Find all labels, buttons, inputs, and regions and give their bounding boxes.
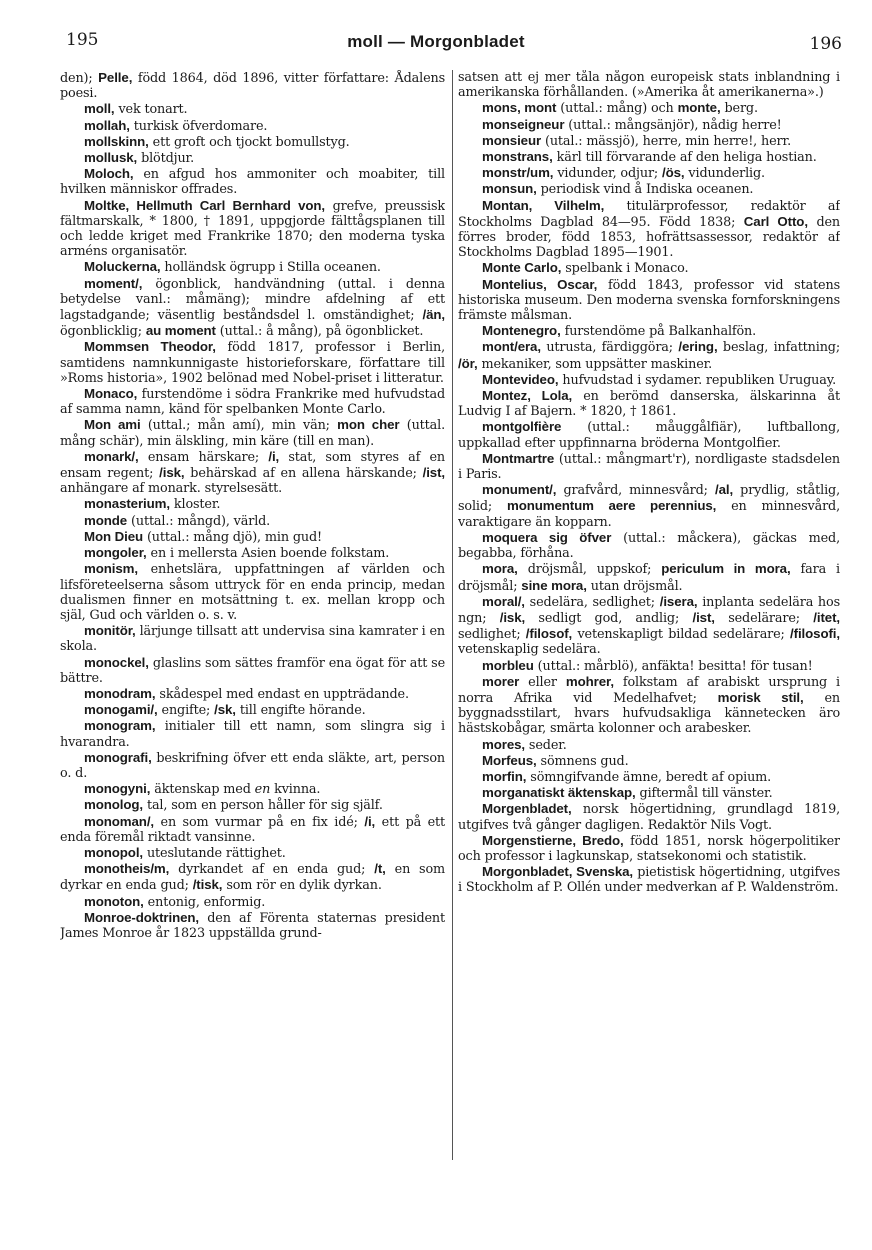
- dictionary-entry: mongoler, en i mellersta Asien boende folkstam.: [84, 545, 390, 562]
- dictionary-entry: Montenegro, furstendöme på Balkanhalfön.: [482, 323, 757, 340]
- running-head: moll — Morgonbladet: [347, 32, 525, 51]
- column-divider: [452, 70, 453, 1160]
- dictionary-entry: moll, vek tonart.: [84, 101, 188, 118]
- dictionary-entry: Montan, Vilhelm, titulärprofessor, redaktör af Stockholms Dagblad 84—95. Född 1838; Carl Otto, den förres broder, född 1853, hofrättsassessor, redaktör af Stockholms Dagblad 1895—1901.: [458, 197, 840, 261]
- page-number-right: 196: [809, 34, 842, 54]
- dictionary-entry: montgolfière (uttal.: måuggålfiär), luftballong, uppkallad efter uppfinnarna bröderna Montgolfier.: [458, 419, 840, 451]
- dictionary-entry: mollusk, blötdjur.: [84, 150, 195, 167]
- dictionary-entry: Mon ami (uttal.; mån amí), min vän; mon cher (uttal. mång schär), min älskling, min käre (till en man).: [60, 417, 445, 449]
- dictionary-entry: Moluckerna, holländsk ögrupp i Stilla oceanen.: [84, 259, 381, 276]
- dictionary-entry: morganatiskt äktenskap, giftermål till vänster.: [482, 785, 773, 802]
- dictionary-entry: morfin, sömngifvande ämne, beredt af opium.: [482, 768, 772, 785]
- dictionary-entry: Morgenbladet, norsk högertidning, grundlagd 1819, utgifves två gånger dagligen. Redaktör Nils Vogt.: [458, 801, 840, 833]
- dictionary-entry: den); Pelle, född 1864, död 1896, vitter författare: Ådalens poesi.: [60, 70, 445, 102]
- dictionary-entry: monogyni, äktenskap med en kvinna.: [84, 781, 321, 798]
- dictionary-entry: monstr/um, vidunder, odjur; /ös, vidunderlig.: [482, 165, 765, 182]
- dictionary-entry: monopol, uteslutande rättighet.: [84, 844, 286, 861]
- dictionary-entry: monseigneur (uttal.: mångsänjör), nådig herre!: [482, 116, 782, 133]
- dictionary-entry: monism, enhetslära, uppfattningen af världen och lifsföreteelserna såsom uttryck för en enda princip, medan dualismen finner en motsättning t. ex. mellan kropp och själ, Gud och världen o. s. v.: [60, 561, 445, 623]
- dictionary-entry: Monroe-doktrinen, den af Förenta staternas president James Monroe år 1823 uppställda grund-: [60, 909, 445, 941]
- dictionary-entry: Morgonbladet, Svenska, pietistisk högertidning, utgifves i Stockholm af P. Ollén under medverkan af P. Waldenström.: [458, 864, 840, 896]
- dictionary-entry: monockel, glaslins som sättes framför ena ögat för att se bättre.: [60, 654, 445, 686]
- dictionary-entry: Morgenstierne, Bredo, född 1851, norsk högerpolitiker och professor i lagkunskap, statsekonomi och statistik.: [458, 832, 840, 864]
- dictionary-entry: satsen att ej mer tåla någon europeisk stats inblandning i amerikanska förhållanden. (»Amerika åt amerikanerna».): [458, 70, 840, 101]
- dictionary-entry: monografi, beskrifning öfver ett enda släkte, art, person o. d.: [60, 749, 445, 781]
- dictionary-entry: monstrans, kärl till förvarande af den heliga hostian.: [482, 149, 817, 166]
- dictionary-entry: monoton, entonig, enformig.: [84, 893, 266, 910]
- dictionary-entry: monument/, grafvård, minnesvård; /al, prydlig, ståtlig, solid; monumentum aere perennius, en minnesvård, varaktigare än kopparn.: [458, 482, 840, 530]
- dictionary-entry: monodram, skådespel med endast en uppträdande.: [84, 685, 409, 702]
- dictionary-entry: mora, dröjsmål, uppskof; periculum in mora, fara i dröjsmål; sine mora, utan dröjsmål.: [458, 561, 840, 594]
- dictionary-entry: monsun, periodisk vind å Indiska oceanen.: [482, 181, 754, 198]
- left-column: [60, 70, 445, 1190]
- dictionary-entry: Morfeus, sömnens gud.: [482, 752, 629, 769]
- dictionary-entry: Montelius, Oscar, född 1843, professor vid statens historiska museum. Den moderna svenska fornforskningens främste målsman.: [458, 276, 840, 324]
- dictionary-entry: monde (uttal.: mångd), värld.: [84, 512, 271, 529]
- dictionary-entry: monark/, ensam härskare; /i, stat, som styres af en ensam regent; /isk, behärskad af en allena härskande; /ist, anhängare af monark. styrelsesätt.: [60, 448, 445, 497]
- dictionary-entry: mont/era, utrusta, färdiggöra; /ering, beslag, infattning; /ör, mekaniker, som uppsätter maskiner.: [458, 339, 840, 372]
- dictionary-entry: monoman/, en som vurmar på en fix idé; /i, ett på ett enda föremål riktadt vansinne.: [60, 813, 445, 845]
- dictionary-entry: Moloch, en afgud hos ammoniter och moabiter, till hvilken människor offrades.: [60, 166, 445, 198]
- dictionary-entry: mores, seder.: [482, 736, 567, 753]
- dictionary-entry: mollskinn, ett groft och tjockt bomullstyg.: [84, 133, 350, 150]
- dictionary-entry: monsieur (utal.: mässjö), herre, min herre!, herr.: [482, 132, 791, 149]
- dictionary-entry: monitör, lärjunge tillsatt att undervisa sina kamrater i en skola.: [60, 623, 445, 655]
- dictionary-entry: moquera sig öfver (uttal.: måckera), gäckas med, begabba, förhåna.: [458, 529, 840, 562]
- dictionary-entry: Mommsen Theodor, född 1817, professor i Berlin, samtidens namnkunnigaste historieforskare, författare till »Roms historia», 1902 belönad med Nobel-priset i litteratur.: [60, 339, 445, 386]
- dictionary-entry: Montmartre (uttal.: mångmart'r), nordligaste stadsdelen i Paris.: [458, 450, 840, 483]
- dictionary-entry: Mon Dieu (uttal.: mång djö), min gud!: [84, 528, 322, 545]
- dictionary-entry: monotheis/m, dyrkandet af en enda gud; /t, en som dyrkar en enda gud; /tisk, som rör en dylik dyrkan.: [60, 861, 445, 894]
- dictionary-entry: morbleu (uttal.: mårblö), anfäkta! besitta! för tusan!: [482, 657, 813, 674]
- dictionary-entry: Montevideo, hufvudstad i sydamer. republiken Uruguay.: [482, 371, 836, 388]
- dictionary-entry: monogram, initialer till ett namn, som slingra sig i hvarandra.: [60, 718, 445, 750]
- dictionary-entry: mons, mont (uttal.: mång) och monte, berg.: [482, 100, 758, 117]
- dictionary-entry: morer eller mohrer, folkstam af arabiskt ursprung i norra Afrika vid Medelhafvet; morisk stil, en byggnadsstilart, hvars hufvudsakliga kännetecken äro hästskobågar, smärta kolonner och arabesker.: [458, 673, 840, 737]
- dictionary-entry: monogami/, engifte; /sk, till engifte hörande.: [84, 702, 366, 719]
- dictionary-entry: Moltke, Hellmuth Carl Bernhard von, grefve, preussisk fältmarskalk, * 1800, † 1891, uppgjorde fälttågsplanen till och ledde kriget med Frankrike 1870; den moderna tyska arméns organisatör.: [60, 197, 445, 260]
- dictionary-entry: monolog, tal, som en person håller för sig själf.: [84, 797, 383, 814]
- page-number-left: 195: [66, 30, 99, 50]
- dictionary-entry: Montez, Lola, en berömd danserska, älskarinna åt Ludvig I af Bajern. * 1820, † 1861.: [458, 388, 840, 420]
- dictionary-entry: moral/, sedelära, sedlighet; /isera, inplanta sedelära hos ngn; /isk, sedligt god, andlig; /ist, sedelärare; /itet, sedlighet; /filosof, vetenskapligt bildad sedelärare; /filosofi, vetenskaplig sedelära.: [458, 593, 840, 658]
- dictionary-entry: mollah, turkisk öfverdomare.: [84, 117, 268, 134]
- dictionary-entry: Monaco, furstendöme i södra Frankrike med hufvudstad af samma namn, känd för spelbanken Monte Carlo.: [60, 386, 445, 418]
- dictionary-entry: monasterium, kloster.: [84, 496, 221, 513]
- dictionary-entry: moment/, ögonblick, handvändning (uttal. i denna betydelse vanl.: måmäng); mindre afdelning af ett lagstadgande; väsentlig beståndsdel l. omständighet; /än, ögonblicklig; au moment (uttal.: å mång), på ögonblicket.: [60, 275, 445, 340]
- dictionary-entry: Monte Carlo, spelbank i Monaco.: [482, 260, 689, 277]
- right-column: [458, 70, 840, 1190]
